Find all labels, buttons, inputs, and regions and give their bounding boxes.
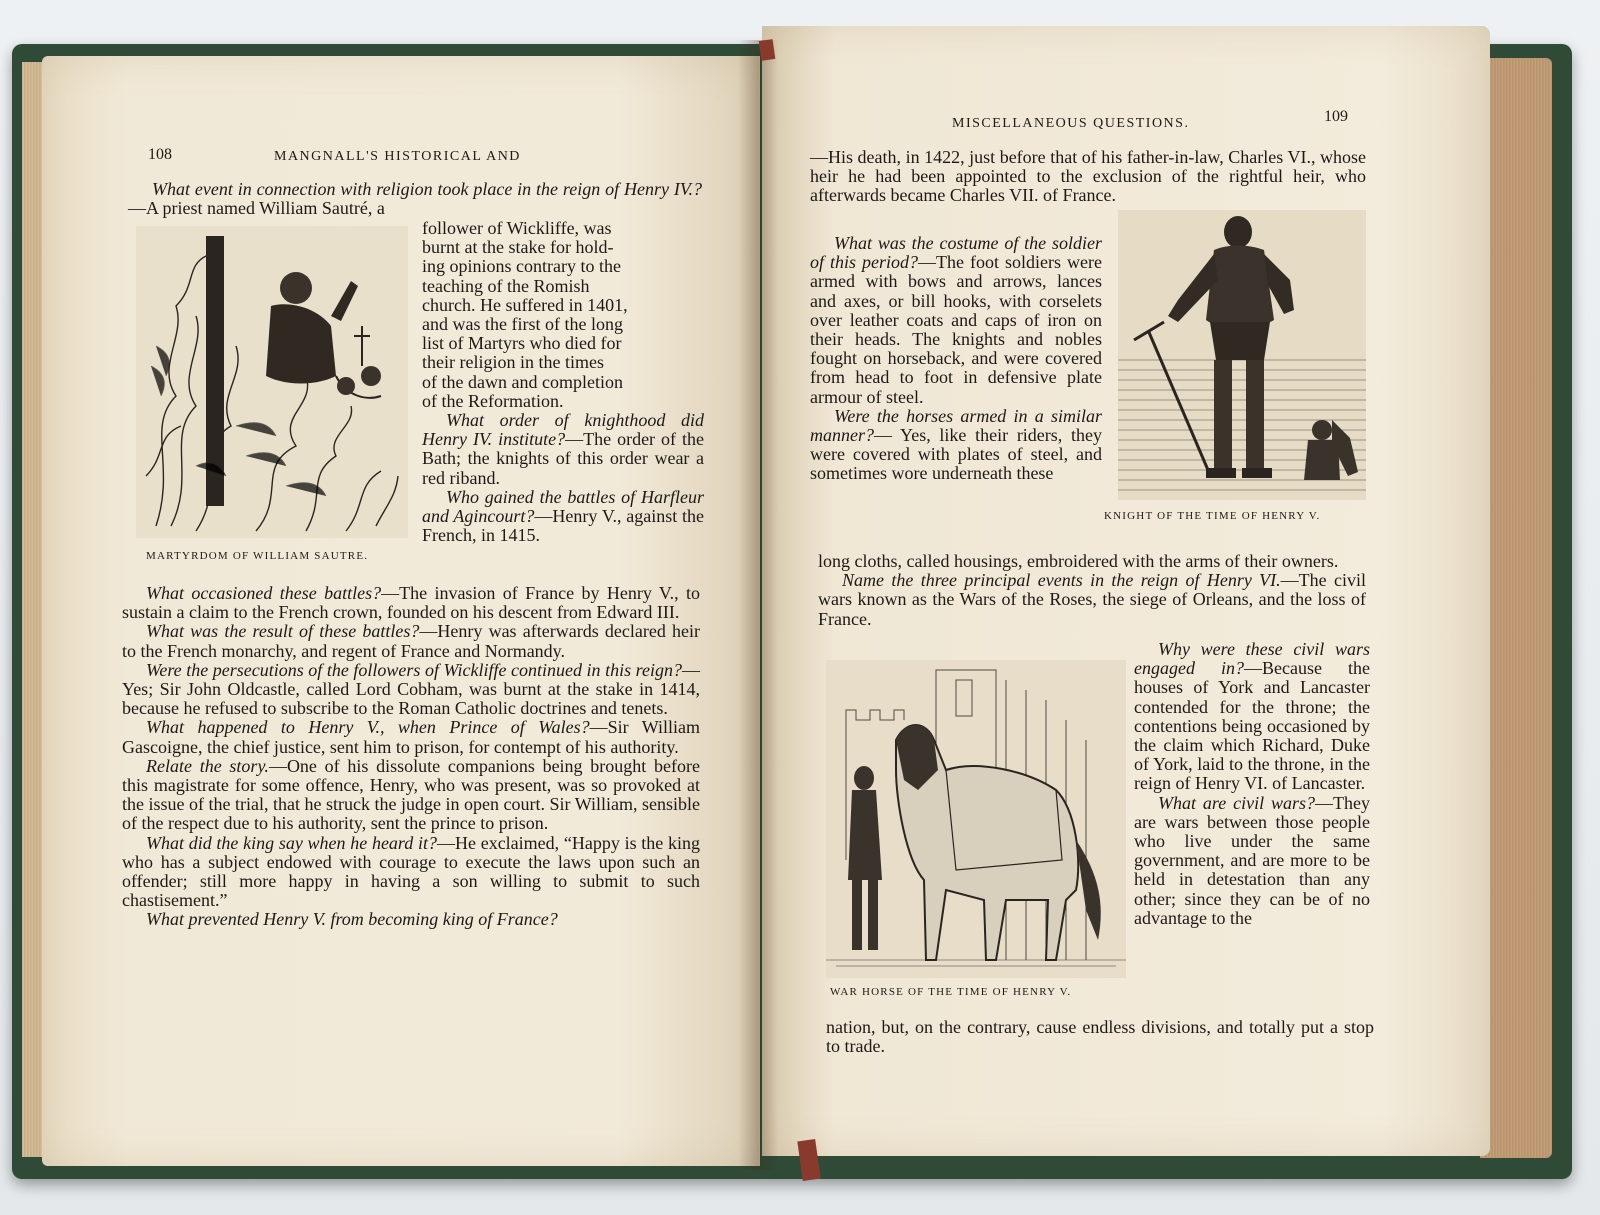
answer: —A priest named William Sautré, a [128, 198, 385, 219]
wrap-line: ing opinions contrary to the [422, 256, 621, 277]
page-number-left: 108 [148, 146, 172, 163]
question: What are civil wars? [1158, 792, 1316, 813]
question: Were the persecutions of the followers of Wickliffe continued in this reign? [146, 659, 682, 680]
left-main-text [122, 584, 700, 930]
answer: —Because the houses of York and Lancaster contended for the throne; the contentions being occasioned by the claim which Richard, Duke of York, laid to the throne, in the reign of Henry VI. of Lancaster. [1134, 658, 1370, 794]
war-horse-caption: WAR HORSE OF THE TIME OF HENRY V. [830, 986, 1072, 998]
question: What prevented Henry V. from becoming king of France? [146, 909, 558, 930]
wrap-line: follower of Wickliffe, was [422, 218, 612, 238]
question: What did the king say when he heard it? [146, 832, 437, 853]
answer: —Henry was afterwards declared heir to the French monarchy, and regent of France and Normandy. [122, 621, 700, 661]
wrap-line: burnt at the stake for hold- [422, 237, 614, 258]
answer: —They are wars between those people who live under the same government, and are more to be held in detestation than any other; since they can be of no advantage to the [1134, 792, 1370, 928]
question: Relate the story. [146, 755, 269, 776]
answer: —The foot soldiers were armed with bows and arrows, lances and axes, or bill hooks, with corselets over leather coats and caps of iron on their heads. The knights and nobles fought on horseback, and were covered from head to foot in defensive plate armour of steel. [810, 252, 1102, 407]
answer: —He exclaimed, “Happy is the king who has a subject endowed with courage to execute the laws upon such an offender; still more happy in having a son willing to submit to such chastisement.” [122, 832, 700, 911]
martyrdom-caption: MARTYRDOM OF WILLIAM SAUTRE. [146, 550, 369, 562]
right-opening [810, 148, 1366, 206]
knight-illustration [1118, 210, 1366, 500]
question: What was the costume of the soldier of this period? [810, 233, 1102, 273]
running-head-left: MANGNALL'S HISTORICAL AND [274, 149, 521, 164]
answer: —One of his dissolute companions being brought before this magistrate for some offence, Henry, who was present, was so provoked at the issue of the trial, that he struck the judge in open court. Sir William, sensible of the respect due to his authority, sent the prince to prison. [122, 755, 700, 834]
question: What occasioned these battles? [146, 583, 382, 603]
question: What order of knighthood did Henry IV. institute? [422, 410, 704, 450]
question: What was the result of these battles? [146, 621, 420, 642]
wrap-line: church. He suffered in 1401, [422, 294, 628, 315]
wrap-line: and was the first of the long [422, 314, 623, 335]
horse-wrap-column [1134, 640, 1370, 928]
answer: — Yes, like their riders, they were covered with plates of steel, and sometimes wore underneath these [810, 425, 1102, 484]
wrap-line: of the dawn and completion [422, 371, 623, 392]
answer: —Sir William Gascoigne, the chief justice, sent him to prison, for contempt of his authority. [122, 717, 700, 757]
wrap-line: their religion in the times [422, 352, 604, 373]
answer: —Yes; Sir John Oldcastle, called Lord Cobham, was burnt at the stake in 1414, because he refused to subscribe to the Roman Catholic doctrines and tenets. [122, 659, 700, 719]
closing-text: nation, but, on the contrary, cause endless divisions, and totally put a stop to trade. [826, 1017, 1374, 1057]
martyrdom-engraving-icon [136, 226, 408, 538]
headband [759, 39, 776, 61]
left-intro [128, 180, 702, 218]
question: Were the horses armed in a similar manner? [810, 405, 1102, 446]
question: Name the three principal events in the reign of Henry VI. [842, 570, 1281, 591]
running-head-right: MISCELLANEOUS QUESTIONS. [952, 116, 1190, 131]
continuation: long cloths, called housings, embroidered with the arms of their owners. [818, 551, 1339, 571]
answer: —Henry V., against the French, in 1415. [422, 506, 704, 546]
question: What happened to Henry V., when Prince of Wales? [146, 717, 590, 738]
right-middle-text [818, 552, 1366, 629]
wrap-line: list of Martyrs who died for [422, 333, 622, 354]
knight-engraving-icon [1118, 210, 1366, 500]
right-page [762, 26, 1490, 1156]
answer: —The invasion of France by Henry V., to sustain a claim to the French crown, founded on his descent from Edward III. [122, 583, 700, 623]
answer: —The civil wars known as the Wars of the Roses, the siege of Orleans, and the loss of France. [818, 570, 1366, 629]
right-closing [826, 1018, 1374, 1056]
page-number-right: 109 [1324, 108, 1348, 125]
knight-caption: KNIGHT OF THE TIME OF HENRY V. [1104, 510, 1321, 522]
question: What event in connection with religion took place in the reign of Henry IV.? [152, 179, 702, 199]
question: Why were these civil wars engaged in? [1134, 639, 1370, 679]
war-horse-engraving-icon [826, 660, 1126, 978]
page-edges-right [1480, 58, 1552, 1158]
war-horse-illustration [826, 660, 1126, 978]
spine-shadow [738, 40, 778, 1170]
wrap-line: teaching of the Romish [422, 275, 590, 296]
opening-text: —His death, in 1422, just before that of his father-in-law, Charles VI., whose heir he had been appointed to the exclusion of the rightful heir, who afterwards became Charles VII. of France. [810, 147, 1366, 206]
left-page [42, 56, 760, 1166]
question: Who gained the battles of Harfleur and Agincourt? [422, 486, 704, 527]
martyrdom-illustration [136, 226, 408, 538]
left-wrap-column [422, 219, 704, 545]
answer: —The order of the Bath; the knights of this order wear a red riband. [422, 429, 704, 488]
wrap-line: of the Reformation. [422, 390, 564, 411]
knight-wrap-column [810, 234, 1102, 484]
